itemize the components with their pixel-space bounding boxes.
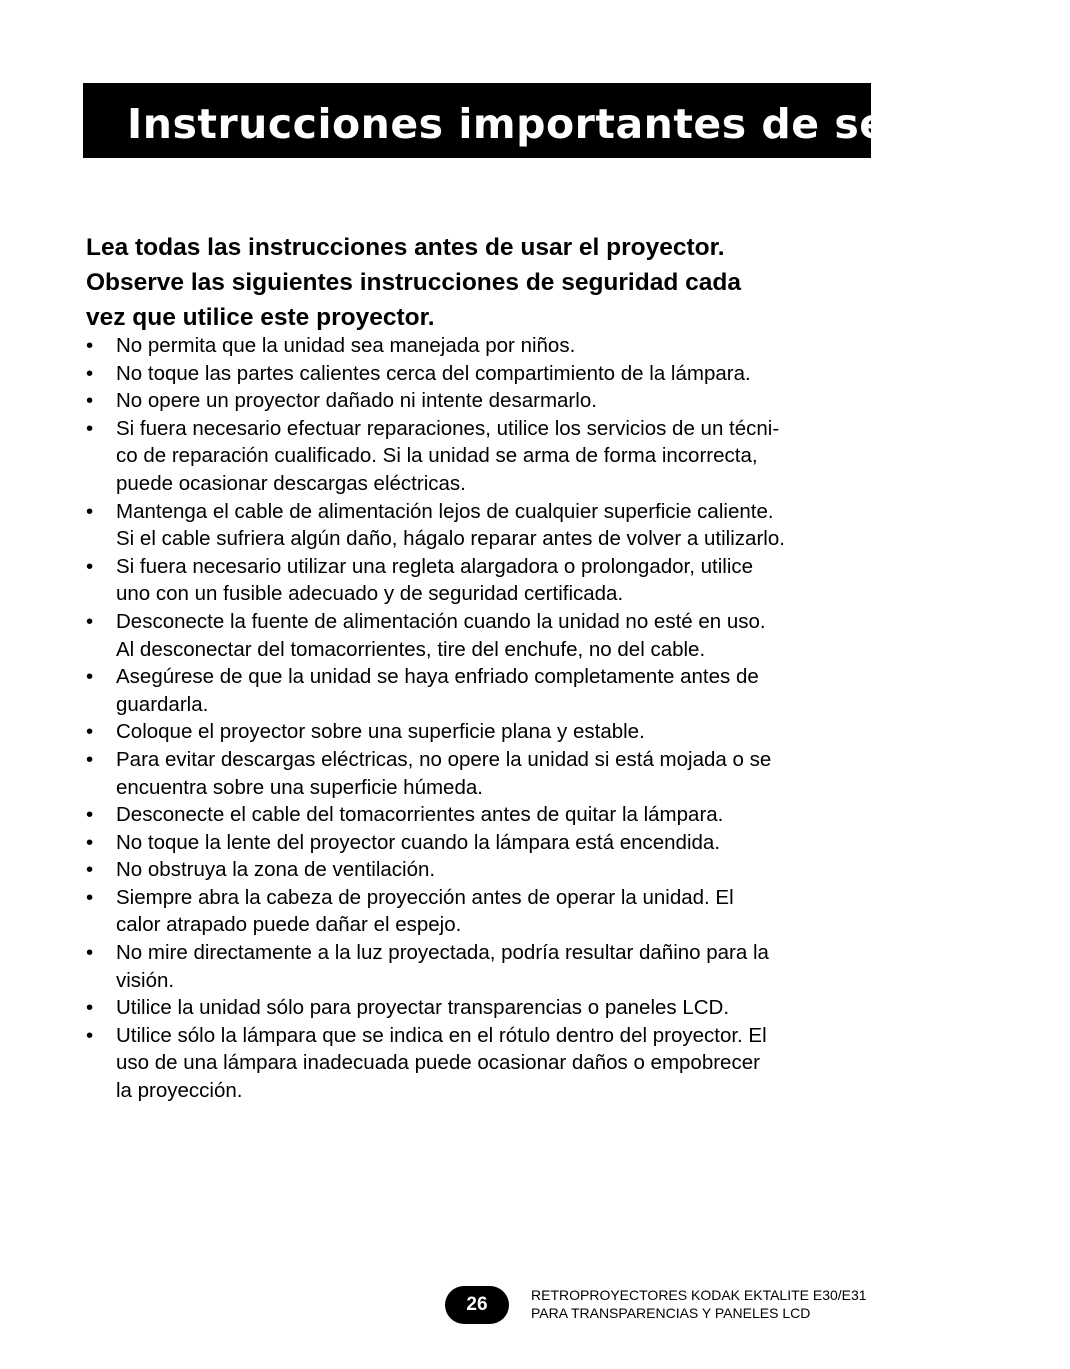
- list-item-text: No toque las partes calientes cerca del compartimiento de la lámpara.: [116, 361, 751, 385]
- list-item: [86, 360, 876, 388]
- bullet-icon: •: [86, 858, 94, 882]
- list-item: [86, 718, 876, 746]
- list-item-text: Coloque el proyector sobre una superficie plana y estable.: [116, 720, 645, 744]
- list-item-text: calor atrapado puede dañar el espejo.: [116, 913, 462, 937]
- list-item-text: Desconecte el cable del tomacorrientes antes de quitar la lámpara.: [116, 803, 724, 827]
- list-item-text: Para evitar descargas eléctricas, no opere la unidad si está mojada o se: [116, 747, 772, 771]
- list-item-text: Desconecte la fuente de alimentación cuando la unidad no esté en uso.: [116, 609, 766, 633]
- list-item-text: la proyección.: [116, 1079, 243, 1103]
- intro-line: Observe las siguientes instrucciones de seguridad cada: [86, 269, 741, 296]
- bullet-icon: •: [86, 416, 94, 440]
- list-item-text: No mire directamente a la luz proyectada, podría resultar dañino para la: [116, 941, 769, 965]
- list-item-text: No opere un proyector dañado ni intente desarmarlo.: [116, 389, 597, 413]
- intro-paragraph: [86, 230, 876, 335]
- list-item-text: visión.: [116, 968, 175, 992]
- page-number-badge: 26: [445, 1286, 509, 1324]
- list-item: [86, 553, 876, 608]
- bullet-icon: •: [86, 361, 94, 385]
- title-banner: [83, 83, 1070, 158]
- list-item: [86, 884, 876, 939]
- bullet-icon: •: [86, 885, 94, 909]
- bullet-icon: •: [86, 334, 94, 357]
- list-item-text: No obstruya la zona de ventilación.: [116, 858, 436, 882]
- list-item-text: Al desconectar del tomacorrientes, tire del enchufe, no del cable.: [116, 637, 706, 661]
- list-item-text: Utilice sólo la lámpara que se indica en el rótulo dentro del proyector. El: [116, 1023, 767, 1047]
- footer-caption: [531, 1286, 867, 1322]
- list-item-text: puede ocasionar descargas eléctricas.: [116, 471, 466, 495]
- list-item: [86, 856, 876, 884]
- bullet-icon: •: [86, 747, 94, 771]
- list-item-text: uno con un fusible adecuado y de seguridad certificada.: [116, 582, 624, 606]
- intro-line: vez que utilice este proyector.: [86, 304, 435, 331]
- bullet-icon: •: [86, 996, 94, 1020]
- bullet-icon: •: [86, 720, 94, 744]
- footer-subtitle-line: PARA TRANSPARENCIAS Y PANELES LCD: [531, 1305, 811, 1321]
- list-item-text: No toque la lente del proyector cuando la lámpara está encendida.: [116, 830, 721, 854]
- safety-instructions-list: [86, 332, 876, 1105]
- list-item-text: Si fuera necesario utilizar una regleta alargadora o prolongador, utilice: [116, 554, 754, 578]
- list-item: [86, 939, 876, 994]
- list-item: [86, 994, 876, 1022]
- bullet-icon: •: [86, 665, 94, 689]
- list-item-text: No permita que la unidad sea manejada por niños.: [116, 334, 576, 357]
- bullet-icon: •: [86, 941, 94, 965]
- bullet-icon: •: [86, 830, 94, 854]
- list-item-text: Siempre abra la cabeza de proyección antes de operar la unidad. El: [116, 885, 734, 909]
- list-item: [86, 663, 876, 718]
- list-item-text: Utilice la unidad sólo para proyectar transparencias o paneles LCD.: [116, 996, 730, 1020]
- list-item: [86, 829, 876, 857]
- list-item-text: Si el cable sufriera algún daño, hágalo reparar antes de volver a utilizarlo.: [116, 527, 785, 551]
- list-item: [86, 498, 876, 553]
- bullet-icon: •: [86, 609, 94, 633]
- list-item: [86, 415, 876, 498]
- bullet-icon: •: [86, 499, 94, 523]
- list-item-text: uso de una lámpara inadecuada puede ocasionar daños o empobrecer: [116, 1051, 760, 1075]
- list-item-text: guardarla.: [116, 692, 209, 716]
- bullet-icon: •: [86, 554, 94, 578]
- list-item-text: encuentra sobre una superficie húmeda.: [116, 775, 483, 799]
- page-title: Instrucciones importantes de seguridad: [127, 100, 1070, 148]
- list-item: [86, 332, 876, 360]
- list-item-text: co de reparación cualificado. Si la unidad se arma de forma incorrecta,: [116, 444, 758, 468]
- list-item: [86, 1022, 876, 1105]
- list-item: [86, 801, 876, 829]
- intro-line: Lea todas las instrucciones antes de usar el proyector.: [86, 234, 725, 261]
- footer-product-line: RETROPROYECTORES KODAK EKTALITE E30/E31: [531, 1287, 867, 1303]
- list-item-text: Si fuera necesario efectuar reparaciones, utilice los servicios de un técni-: [116, 416, 780, 440]
- bullet-icon: •: [86, 389, 94, 413]
- list-item-text: Asegúrese de que la unidad se haya enfriado completamente antes de: [116, 665, 759, 689]
- bullet-icon: •: [86, 803, 94, 827]
- bullet-icon: •: [86, 1023, 94, 1047]
- list-item: [86, 387, 876, 415]
- list-item-text: Mantenga el cable de alimentación lejos de cualquier superficie caliente.: [116, 499, 774, 523]
- list-item: [86, 608, 876, 663]
- list-item: [86, 746, 876, 801]
